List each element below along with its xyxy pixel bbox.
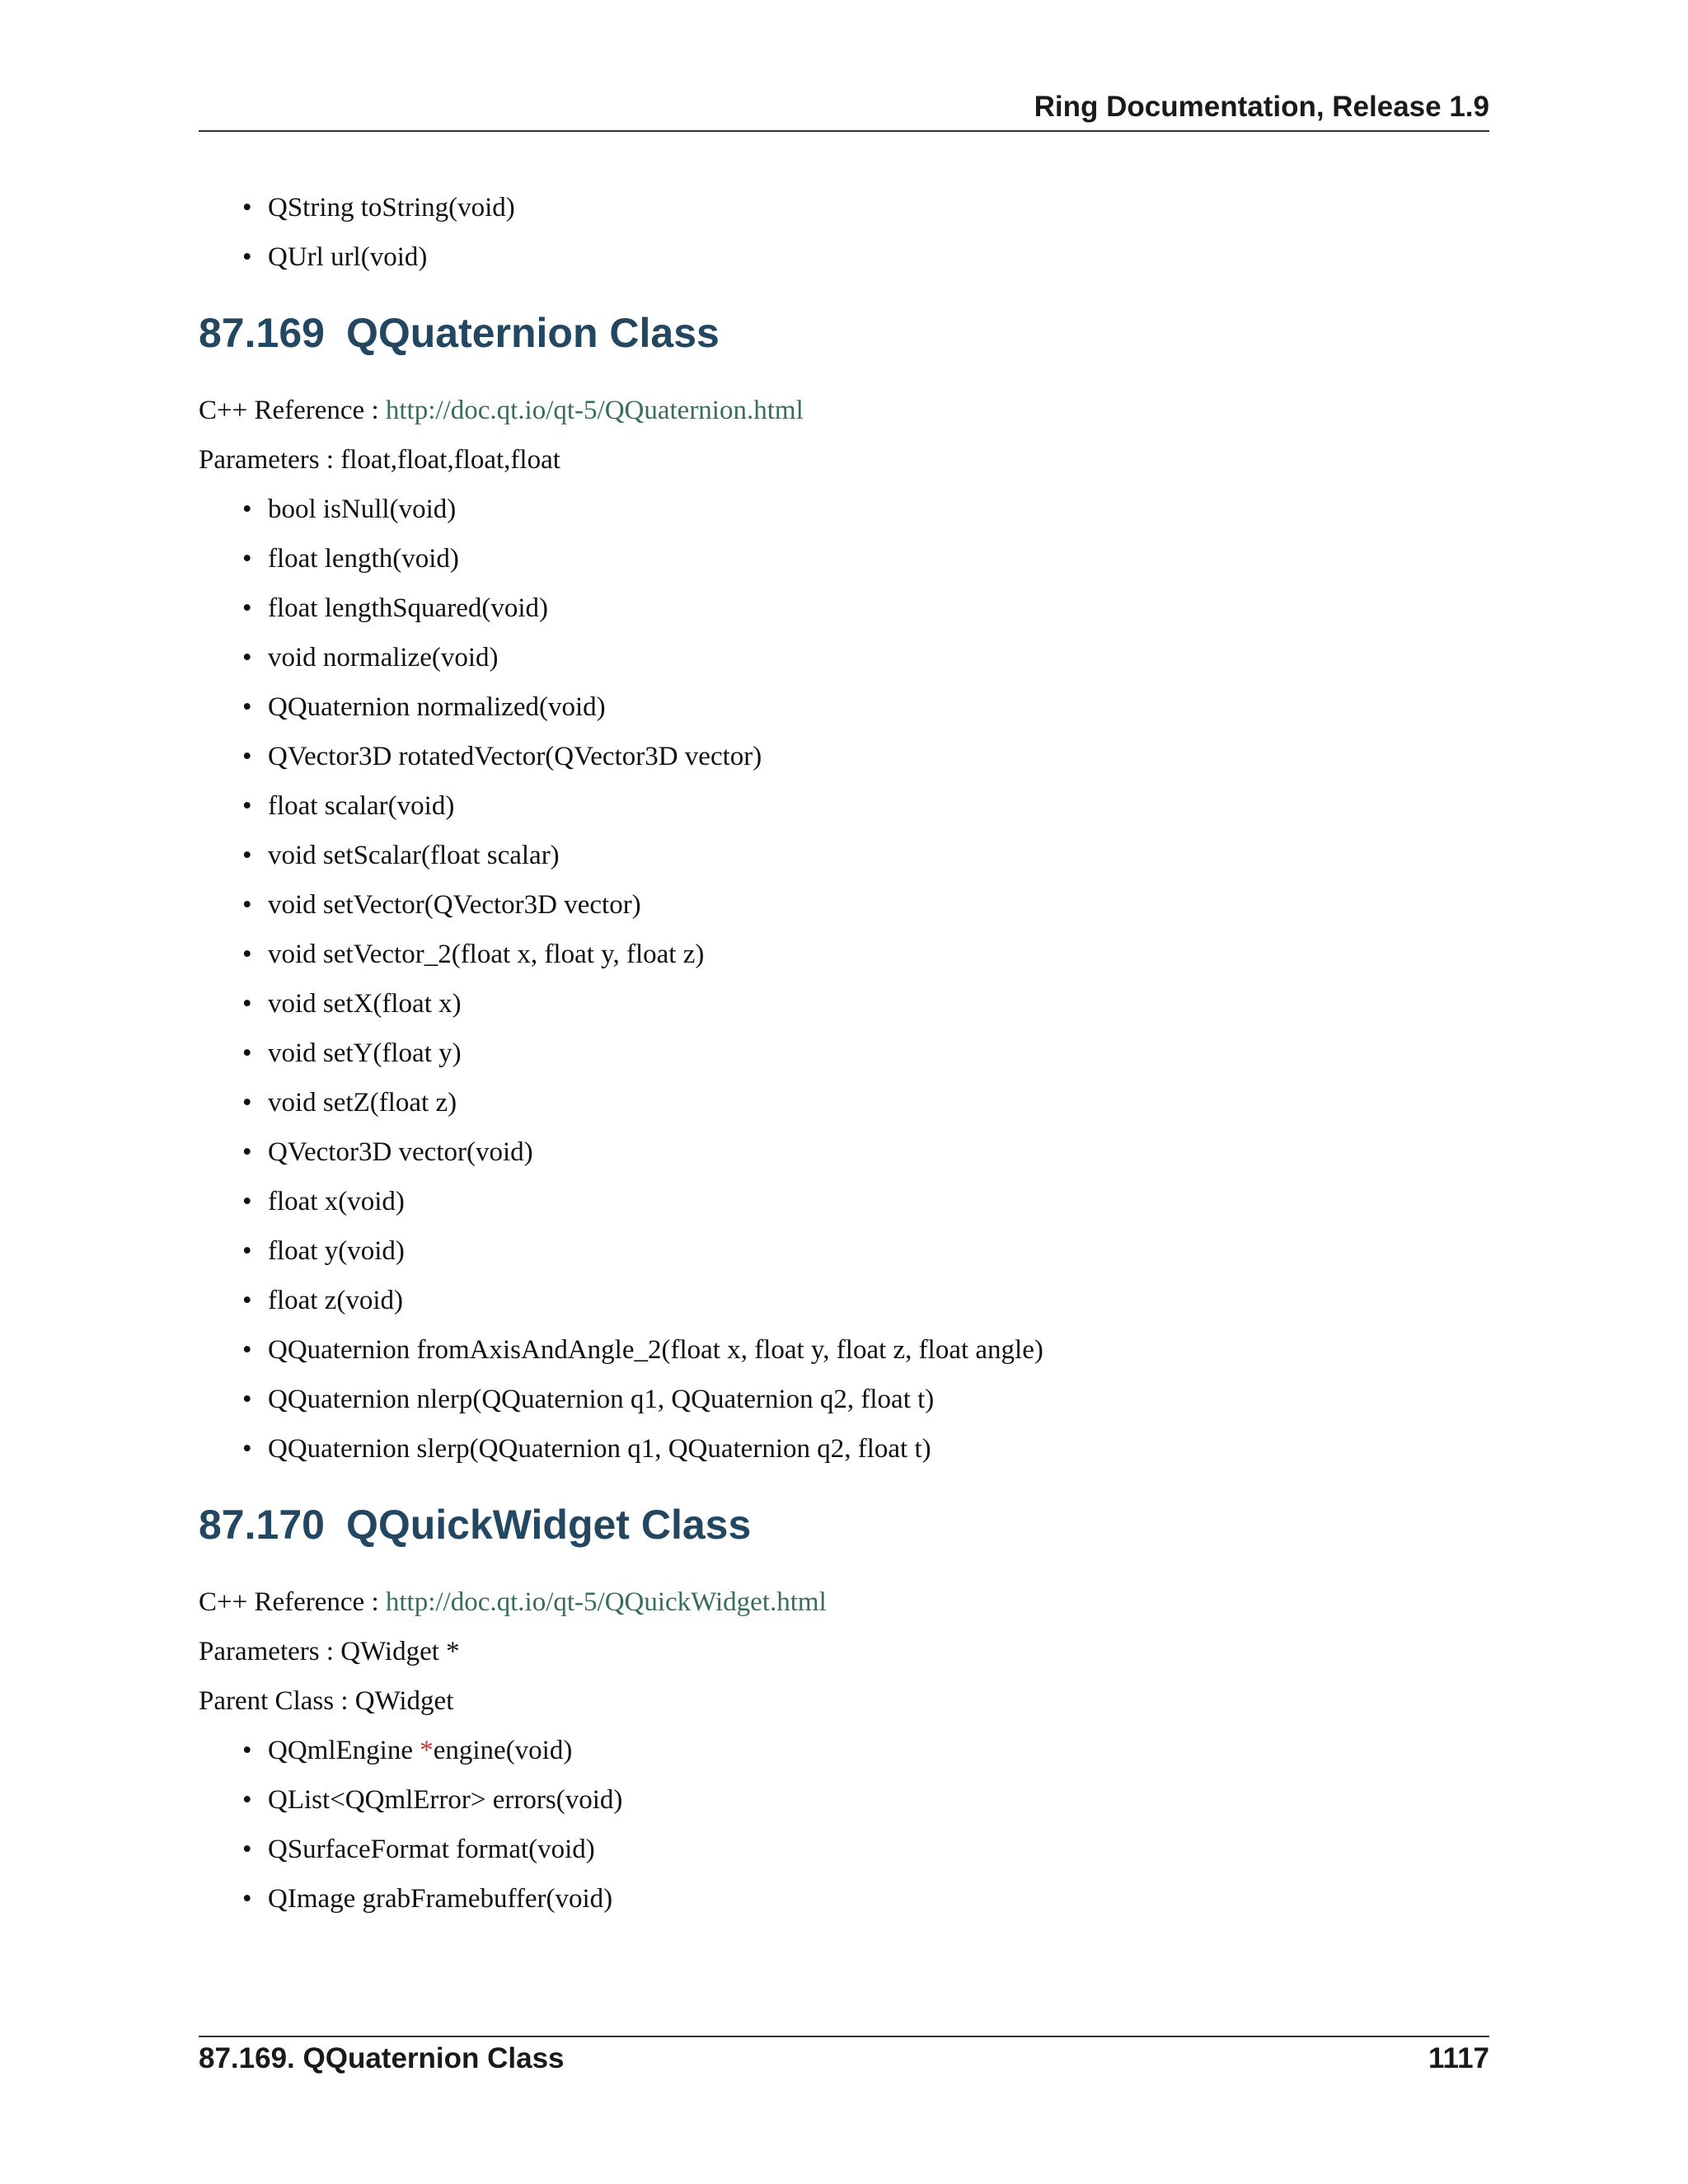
page-content: [199, 191, 1489, 1932]
method-item: • QList<QQmlError> errors(void): [268, 1783, 1489, 1816]
cpp-reference-link[interactable]: http://doc.qt.io/qt-5/QQuaternion.html: [385, 396, 804, 425]
parameters-line: Parameters : float,float,float,float: [199, 445, 560, 475]
parameters-line: Parameters : QWidget *: [199, 1637, 460, 1666]
method-item: • float z(void): [268, 1284, 1489, 1317]
method-item: • void normalize(void): [268, 641, 1489, 674]
method-item: • float lengthSquared(void): [268, 592, 1489, 625]
section-number: 87.169: [199, 310, 325, 356]
pointer-star: *: [420, 1736, 434, 1765]
footer-section: 87.169. QQuaternion Class: [199, 2042, 565, 2074]
method-item: • QSurfaceFormat format(void): [268, 1833, 1489, 1866]
section-number: 87.170: [199, 1502, 325, 1548]
section-qquickwidget: [199, 1500, 1489, 1915]
intro-method-list: [199, 191, 1489, 274]
method-item: • void setVector_2(float x, float y, float z): [268, 938, 1489, 971]
running-footer: [199, 2042, 1489, 2075]
cpp-reference: [199, 1586, 1489, 1619]
section-heading-qquickwidget: [199, 1500, 1489, 1549]
section-title: QQuaternion Class: [345, 310, 720, 356]
method-item: • float y(void): [268, 1235, 1489, 1268]
header-rule: [199, 130, 1489, 132]
method-item: • void setY(float y): [268, 1037, 1489, 1070]
method-item: • float x(void): [268, 1185, 1489, 1218]
running-header: Ring Documentation, Release 1.9: [1034, 91, 1489, 123]
method-item: • void setVector(QVector3D vector): [268, 888, 1489, 921]
method-item: • QImage grabFramebuffer(void): [268, 1882, 1489, 1915]
qquickwidget-method-list-rest: [199, 1783, 1489, 1915]
method-item: • QQuaternion fromAxisAndAngle_2(float x, float y, float z, float angle): [268, 1333, 1489, 1366]
section-qquaternion: [199, 308, 1489, 1465]
method-text: engine(void): [433, 1736, 573, 1765]
method-item: • void setScalar(float scalar): [268, 839, 1489, 872]
method-item: • QQuaternion nlerp(QQuaternion q1, QQuaternion q2, float t): [268, 1383, 1489, 1416]
section-title: QQuickWidget Class: [345, 1502, 752, 1548]
method-item: [268, 1734, 1489, 1767]
method-item: • QQuaternion normalized(void): [268, 691, 1489, 724]
section-heading-qquaternion: [199, 308, 1489, 358]
method-item: • QQuaternion slerp(QQuaternion q1, QQuaternion q2, float t): [268, 1432, 1489, 1465]
cpp-reference: [199, 394, 1489, 427]
cpp-reference-link[interactable]: http://doc.qt.io/qt-5/QQuickWidget.html: [385, 1587, 827, 1617]
method-item: • QUrl url(void): [268, 241, 1489, 274]
method-item: • float length(void): [268, 542, 1489, 575]
method-item: • QVector3D vector(void): [268, 1136, 1489, 1169]
method-item: • bool isNull(void): [268, 493, 1489, 526]
method-item: • float scalar(void): [268, 790, 1489, 823]
cpp-reference-label: C++ Reference :: [199, 396, 386, 425]
page-number: 1117: [1428, 2042, 1489, 2074]
qquaternion-method-list: [199, 493, 1489, 1465]
parent-class-line: Parent Class : QWidget: [199, 1686, 454, 1716]
cpp-reference-label: C++ Reference :: [199, 1587, 386, 1617]
qquickwidget-method-list: [199, 1734, 1489, 1767]
method-item: • QVector3D rotatedVector(QVector3D vector): [268, 740, 1489, 773]
method-text: QQmlEngine: [268, 1736, 420, 1765]
method-item: • void setZ(float z): [268, 1086, 1489, 1119]
method-item: • QString toString(void): [268, 191, 1489, 224]
footer-rule: [199, 2036, 1489, 2037]
method-item: • void setX(float x): [268, 987, 1489, 1020]
